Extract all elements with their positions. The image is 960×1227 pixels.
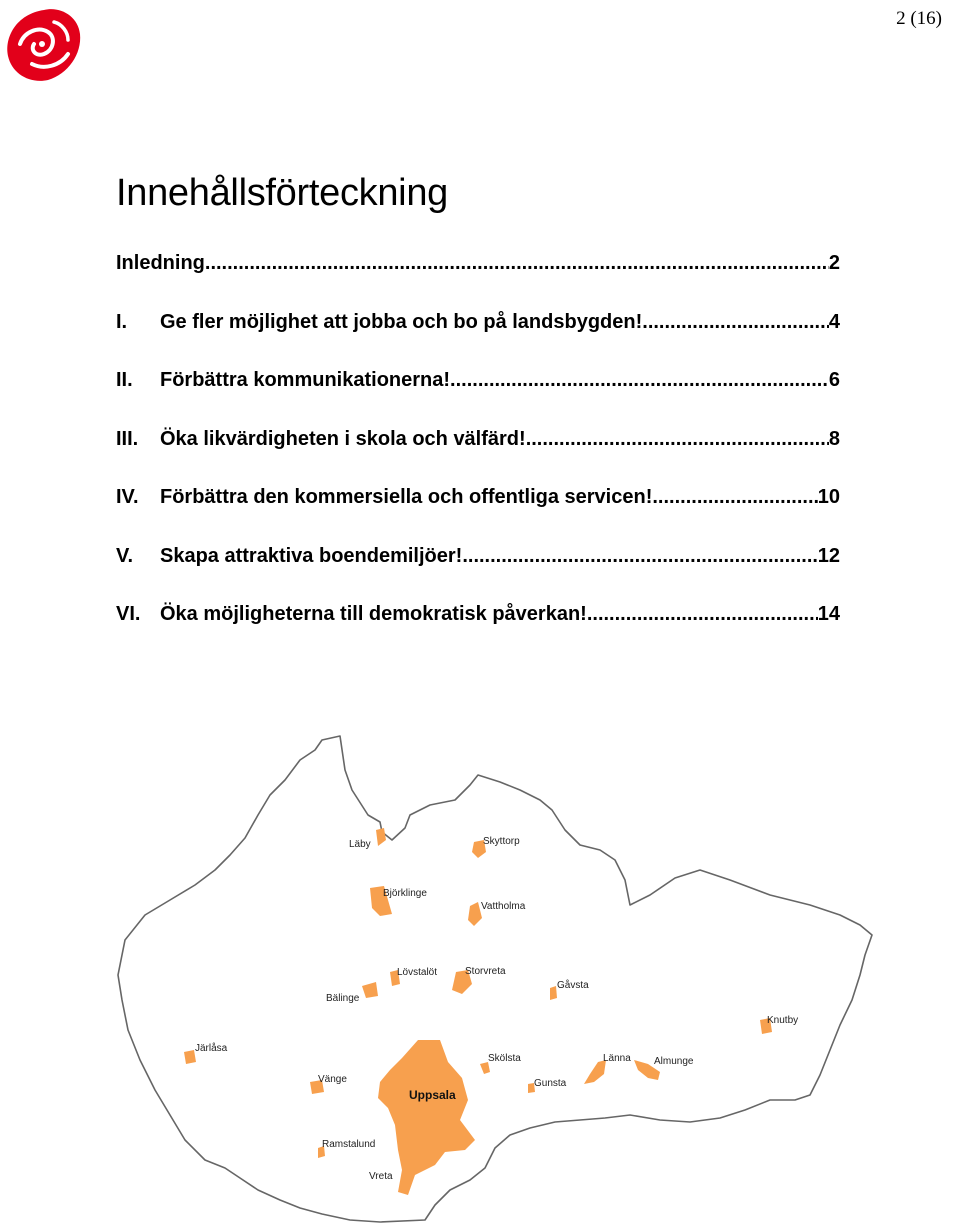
toc-leader-dots — [462, 545, 817, 568]
rose-icon — [7, 9, 80, 81]
toc-entry-text: Förbättra kommunikationerna! — [160, 369, 451, 391]
toc-entry-text: Ge fler möjlighet att jobba och bo på landsbygden! — [160, 310, 643, 333]
toc-entry-page: 4 — [828, 310, 840, 333]
toc-entry-page: 12 — [817, 544, 840, 567]
toc-entry-text: Inledning — [116, 252, 205, 274]
map-label-balinge: Bälinge — [326, 993, 360, 1004]
toc-entry[interactable] — [116, 486, 840, 545]
map-label-knutby: Knutby — [767, 1015, 799, 1026]
toc-entry-number: V. — [116, 544, 134, 567]
toc-entry-text: Öka möjligheterna till demokratisk påverkan! — [160, 603, 587, 625]
urban-area-balinge — [362, 982, 378, 998]
toc-entry[interactable] — [116, 311, 840, 370]
map-label-lovstalot: Lövstalöt — [397, 967, 438, 978]
toc-entry[interactable] — [116, 428, 840, 487]
map-label-gavsta: Gåvsta — [557, 980, 589, 991]
map-label-almunge: Almunge — [654, 1056, 694, 1067]
toc-entry-number: I. — [116, 310, 128, 333]
toc-entry-text: Skapa attraktiva boendemiljöer! — [160, 544, 463, 567]
toc-entry-page: 2 — [828, 252, 840, 274]
urban-area-uppsala — [378, 1040, 475, 1195]
toc-entry-text: Förbättra den kommersiella och offentliga servicen! — [160, 486, 653, 508]
toc-leader-dots — [652, 486, 817, 509]
toc-leader-dots — [450, 369, 829, 392]
toc-entry[interactable] — [116, 545, 840, 604]
toc-entry[interactable] — [116, 252, 840, 311]
toc-entry-page: 6 — [828, 369, 840, 391]
party-rose-logo — [2, 4, 86, 86]
map-label-jarlasa: Järlåsa — [195, 1043, 228, 1054]
map-label-storvreta: Storvreta — [465, 966, 506, 977]
map-label-laby: Läby — [349, 839, 371, 850]
urban-area-laby — [376, 828, 386, 846]
page-number: 2 (16) — [896, 8, 942, 29]
municipality-border — [118, 736, 872, 1222]
toc-leader-dots — [587, 603, 818, 626]
toc-entry-number: III. — [116, 427, 139, 450]
toc-leader-dots — [526, 428, 829, 451]
map-label-bjorklinge: Björklinge — [383, 888, 427, 899]
municipality-map — [0, 700, 960, 1227]
map-label-skyttorp: Skyttorp — [483, 836, 520, 847]
toc-title: Innehållsförteckning — [116, 172, 448, 214]
map-label-lanna: Länna — [603, 1053, 631, 1064]
map-label-uppsala: Uppsala — [409, 1088, 456, 1102]
map-label-ramstalund: Ramstalund — [322, 1139, 376, 1150]
toc-entry-number: IV. — [116, 486, 139, 508]
toc-leader-dots — [205, 252, 829, 275]
urban-area-vattholma — [468, 902, 482, 926]
map-label-vreta: Vreta — [369, 1171, 393, 1182]
map-label-gunsta: Gunsta — [534, 1078, 567, 1089]
toc-entry[interactable] — [116, 369, 840, 428]
table-of-contents — [116, 252, 840, 662]
urban-areas — [184, 828, 772, 1195]
toc-leader-dots — [642, 311, 829, 334]
map-label-vange: Vänge — [318, 1074, 347, 1085]
toc-entry-text: Öka likvärdigheten i skola och välfärd! — [160, 427, 526, 450]
map-label-vattholma: Vattholma — [481, 901, 526, 912]
toc-entry-page: 10 — [817, 486, 840, 508]
toc-entry-number: VI. — [116, 603, 141, 625]
toc-entry[interactable] — [116, 603, 840, 662]
map-label-skolsta: Skölsta — [488, 1053, 521, 1064]
toc-entry-page: 14 — [817, 603, 840, 625]
toc-entry-number: II. — [116, 369, 133, 391]
urban-area-gavsta — [550, 986, 557, 1000]
toc-entry-page: 8 — [828, 427, 840, 450]
